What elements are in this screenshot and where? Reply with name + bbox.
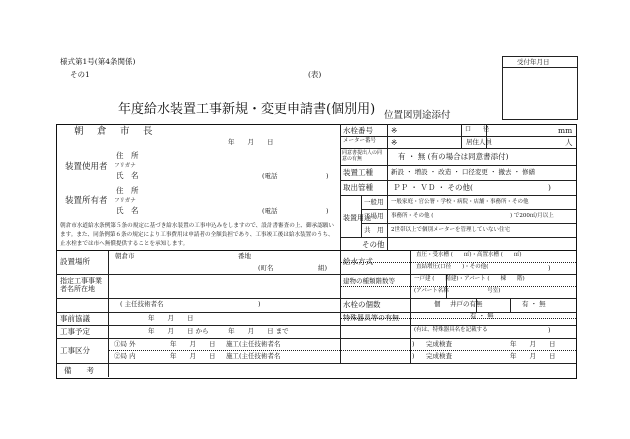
work-type-value: 新設 ・ 増設 ・ 改造 ・ 口径変更 ・ 撤去 ・ 修繕 xyxy=(391,168,536,176)
prior-consultation-label: 事前協議 xyxy=(60,314,90,323)
receipt-date-label: 受付年月日 xyxy=(517,58,550,66)
special-value: 有 ・ 無 xyxy=(470,312,494,320)
usage-general-value: 一般家庭・官公署・学校・病院・店舗・事務所・その他 xyxy=(391,199,529,205)
bore-unit: mm xyxy=(558,126,573,135)
contractor-label: 指定工事事業者名所在地 xyxy=(60,277,102,293)
user-name-label: 氏 名 xyxy=(116,171,139,180)
location-label: 設置場所 xyxy=(60,257,90,266)
division-inside-close: ) xyxy=(412,352,415,360)
inspection-outside: 完成検査 xyxy=(426,340,452,348)
user-furigana-label: フリガナ xyxy=(114,163,136,169)
inspection-outside-date: 年 月 日 xyxy=(510,340,556,348)
division-outside-date: 年 月 日 xyxy=(170,340,216,348)
division-inside: ②局 内 xyxy=(114,352,136,360)
declaration-text: 朝倉市水道給水条例第５条の規定に基づき給水装置の工事申込みをしますので、設計書審査の上、御承認願います。また、同条例第６条の規定により工事費用は申請者の全額負担であり、工事竣工後は給水装置のうち、止水栓までは市へ無償提供することを承知します。 xyxy=(60,223,334,247)
location-group: 組) xyxy=(318,264,328,272)
division-inside-work: 施工(主任技術者名 xyxy=(226,352,281,360)
application-date: 年 月 日 xyxy=(228,138,274,146)
engineer-close: ) xyxy=(258,300,261,308)
building-label: 建物の種類階数等 xyxy=(343,277,395,285)
addressee: 朝 倉 市 長 xyxy=(74,126,155,137)
inspection-inside-date: 年 月 日 xyxy=(510,352,556,360)
well-value: 有 ・ 無 xyxy=(522,300,546,308)
usage-label: 装置用途 xyxy=(343,214,371,222)
supply-value-1: 直圧・受水槽 ( ㎥)・高置水槽 ( ㎥) xyxy=(416,252,522,258)
owner-phone-close: ) xyxy=(326,207,329,215)
side-label: (表) xyxy=(308,70,322,79)
prior-consultation-date: 年 月 日 xyxy=(148,314,194,322)
remarks-label: 備 考 xyxy=(64,366,94,375)
usage-shared-label: 共 用 xyxy=(364,226,384,234)
owner-phone-label: (電話 xyxy=(262,207,278,215)
page-title: 年度給水装置工事新規・変更申請書(個別用) xyxy=(118,102,376,117)
user-address-label: 住 所 xyxy=(116,151,139,160)
schedule-value: 年 月 日 から 年 月 日 まで xyxy=(148,327,289,335)
location-city: 朝倉市 xyxy=(115,252,135,260)
usage-other-label: その他 xyxy=(362,240,385,249)
form-number: 様式第1号(第4条関係) xyxy=(60,57,136,66)
owner-name-label: 氏 名 xyxy=(116,206,139,215)
bore-label: 口 径 xyxy=(465,126,490,133)
consent-value: 有 ・ 無 (有の場合は同意書添付) xyxy=(398,152,509,161)
meter-no-label: 水栓番号 xyxy=(343,126,373,135)
division-outside: ①局 外 xyxy=(114,340,136,348)
location-town: (町名 xyxy=(258,264,274,272)
user-phone-label: (電話 xyxy=(262,172,278,180)
division-outside-close: ) xyxy=(412,340,415,348)
residents-unit: 人 xyxy=(565,138,573,147)
supply-close: ) xyxy=(548,264,551,272)
schedule-label: 工事予定 xyxy=(60,327,90,336)
owner-address-label: 住 所 xyxy=(116,186,139,195)
division-inside-date: 年 月 日 xyxy=(170,352,216,360)
owner-furigana-label: フリガナ xyxy=(114,198,136,204)
meter-sub-label: メーター番号 xyxy=(343,138,377,144)
user-phone-close: ) xyxy=(326,172,329,180)
attachment-note: 位置図別途添付 xyxy=(384,110,451,121)
usage-factory-tail: ) で200㎡/月以上 xyxy=(510,213,554,219)
usage-factory-value: 事務所・その他 ( xyxy=(391,213,434,219)
division-label: 工事区分 xyxy=(60,346,90,355)
consent-label: 同意書提出人の同意の有無 xyxy=(342,150,383,162)
residents-label: 居住人員 xyxy=(466,138,492,146)
faucets-unit: 個 xyxy=(434,300,441,308)
location-banchi: 番地 xyxy=(238,252,251,260)
pipe-type-label: 取出管種 xyxy=(343,183,373,192)
usage-shared-value: 2世帯以上で個別メーターを管理していない住宅 xyxy=(391,227,511,233)
inspection-inside: 完成検査 xyxy=(426,352,452,360)
work-type-label: 装置工種 xyxy=(343,168,373,177)
pipe-type-value: ＰＰ ・ ＶＤ ・ その他( xyxy=(393,183,473,192)
special-device-label: 特殊器具等の有無 xyxy=(343,314,399,322)
owner-label: 装置所有者 xyxy=(65,196,108,206)
faucets-label: 水栓の個数 xyxy=(343,300,381,309)
building-value-2: (アパート名称 号室) xyxy=(414,288,501,294)
meter-sub-mark: ※ xyxy=(391,138,398,147)
building-value-1: 一戸建 ( 階建)・アパート ( 棟 階) xyxy=(414,276,525,282)
supply-value-2: 直結増圧(口径 )・その他( xyxy=(416,264,489,270)
form-sub-number: その1 xyxy=(70,70,90,79)
engineer-label: ( 主任技術者名 xyxy=(120,300,164,308)
pipe-type-close: ) xyxy=(548,183,551,192)
supply-method-label: 給水方式 xyxy=(343,257,373,266)
special-note: (有は、特殊器具名を記載する xyxy=(414,327,488,333)
division-outside-work: 施工(主任技術者名 xyxy=(226,340,281,348)
user-label: 装置使用者 xyxy=(65,162,108,172)
special-close: ) xyxy=(548,326,551,334)
usage-general-label: 一般用 xyxy=(364,198,384,206)
usage-factory-label: 工場用 xyxy=(364,212,384,220)
well-label: 井戸の有無 xyxy=(450,300,483,308)
meter-no-mark: ※ xyxy=(391,126,398,135)
